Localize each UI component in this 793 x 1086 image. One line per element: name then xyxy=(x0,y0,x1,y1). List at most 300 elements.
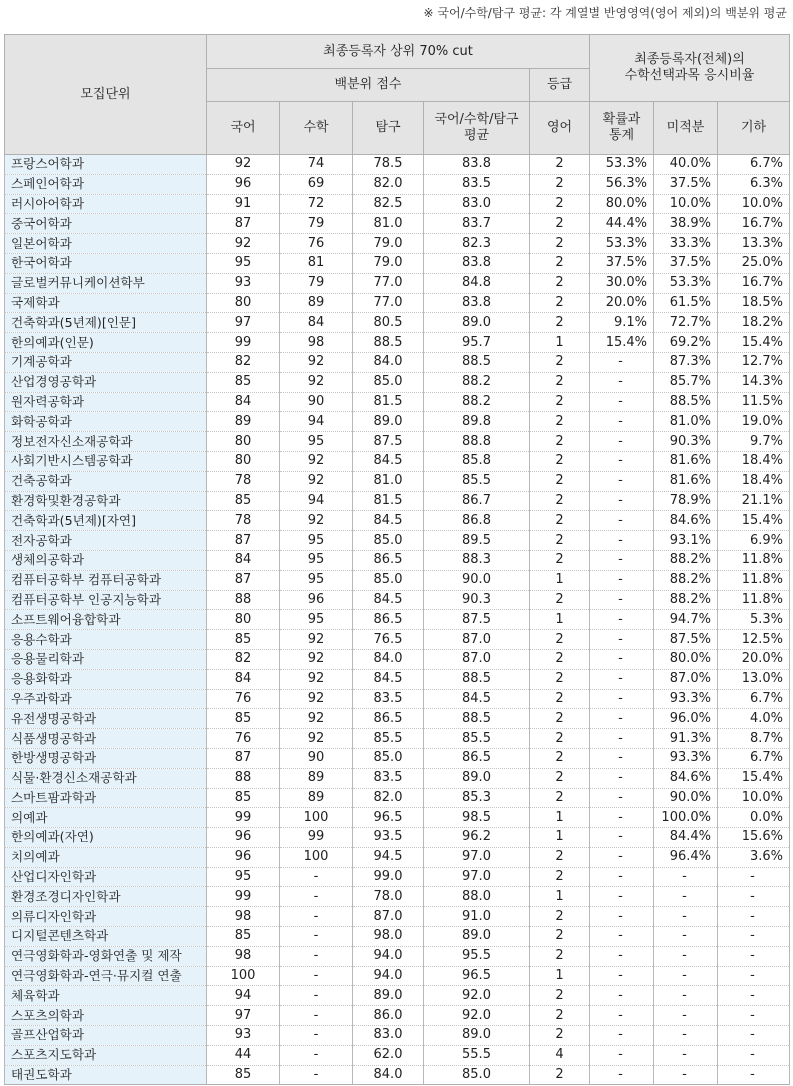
cell-unit-name: 산업경영공학과 xyxy=(5,372,207,392)
cell-calculus: 81.6% xyxy=(654,451,718,471)
cell-probability: - xyxy=(590,729,654,749)
cell-inquiry: 78.5 xyxy=(353,155,424,175)
cell-english: 2 xyxy=(530,392,590,412)
cell-math: 92 xyxy=(280,451,353,471)
cell-probability: 80.0% xyxy=(590,194,654,214)
cell-probability: - xyxy=(590,1065,654,1085)
cell-korean: 85 xyxy=(207,630,280,650)
cell-average: 83.8 xyxy=(424,293,530,313)
cell-geometry: 21.1% xyxy=(718,491,790,511)
cell-korean: 88 xyxy=(207,590,280,610)
cell-geometry: - xyxy=(718,1045,790,1065)
cell-average: 85.5 xyxy=(424,471,530,491)
cell-unit-name: 태권도학과 xyxy=(5,1065,207,1085)
cell-geometry: 15.4% xyxy=(718,333,790,353)
cell-inquiry: 82.0 xyxy=(353,174,424,194)
table-row xyxy=(5,471,790,491)
cell-average: 84.8 xyxy=(424,273,530,293)
cell-unit-name: 컴퓨터공학부 인공지능학과 xyxy=(5,590,207,610)
cell-unit-name: 연극영화학과-영화연출 및 제작 xyxy=(5,946,207,966)
cell-average: 83.5 xyxy=(424,174,530,194)
cell-probability: - xyxy=(590,352,654,372)
cell-probability: - xyxy=(590,649,654,669)
cell-unit-name: 기계공학과 xyxy=(5,352,207,372)
cell-inquiry: 83.5 xyxy=(353,689,424,709)
cell-english: 2 xyxy=(530,689,590,709)
cell-average: 85.3 xyxy=(424,788,530,808)
cell-inquiry: 81.5 xyxy=(353,491,424,511)
cell-calculus: 40.0% xyxy=(654,155,718,175)
cell-probability: - xyxy=(590,471,654,491)
cell-calculus: 87.3% xyxy=(654,352,718,372)
cell-average: 97.0 xyxy=(424,847,530,867)
cell-unit-name: 글로벌커뮤니케이션학부 xyxy=(5,273,207,293)
cell-average: 98.5 xyxy=(424,808,530,828)
cell-korean: 99 xyxy=(207,887,280,907)
cell-inquiry: 84.5 xyxy=(353,590,424,610)
cell-average: 83.8 xyxy=(424,253,530,273)
cell-geometry: 16.7% xyxy=(718,273,790,293)
cell-math: 79 xyxy=(280,273,353,293)
cell-calculus: - xyxy=(654,867,718,887)
cell-unit-name: 러시아어학과 xyxy=(5,194,207,214)
cell-probability: - xyxy=(590,1045,654,1065)
cell-geometry: 10.0% xyxy=(718,194,790,214)
header-average-line1: 국어/수학/탐구 xyxy=(434,112,519,127)
cell-probability: - xyxy=(590,808,654,828)
cell-average: 89.8 xyxy=(424,412,530,432)
cell-english: 2 xyxy=(530,273,590,293)
cell-math: 81 xyxy=(280,253,353,273)
cell-math: - xyxy=(280,927,353,947)
cell-english: 2 xyxy=(530,412,590,432)
cell-calculus: - xyxy=(654,1045,718,1065)
cell-calculus: - xyxy=(654,1006,718,1026)
table-row xyxy=(5,155,790,175)
cell-korean: 98 xyxy=(207,907,280,927)
cell-english: 2 xyxy=(530,907,590,927)
cell-probability: - xyxy=(590,689,654,709)
cell-math: 95 xyxy=(280,570,353,590)
cell-probability: - xyxy=(590,432,654,452)
cell-probability: - xyxy=(590,887,654,907)
cell-unit-name: 유전생명공학과 xyxy=(5,709,207,729)
cell-average: 89.0 xyxy=(424,313,530,333)
cell-inquiry: 99.0 xyxy=(353,867,424,887)
cell-average: 89.0 xyxy=(424,927,530,947)
header-korean: 국어 xyxy=(207,102,280,155)
table-row xyxy=(5,392,790,412)
cell-inquiry: 94.5 xyxy=(353,847,424,867)
cell-korean: 80 xyxy=(207,432,280,452)
cell-probability: - xyxy=(590,828,654,848)
header-cut-group: 최종등록자 상위 70% cut xyxy=(207,35,590,69)
table-row xyxy=(5,748,790,768)
cell-calculus: 69.2% xyxy=(654,333,718,353)
cell-unit-name: 응용화학과 xyxy=(5,669,207,689)
cell-unit-name: 한방생명공학과 xyxy=(5,748,207,768)
cell-average: 90.3 xyxy=(424,590,530,610)
cell-geometry: - xyxy=(718,887,790,907)
cell-inquiry: 96.5 xyxy=(353,808,424,828)
cell-calculus: - xyxy=(654,986,718,1006)
cell-english: 2 xyxy=(530,471,590,491)
cell-korean: 44 xyxy=(207,1045,280,1065)
cell-unit-name: 산업디자인학과 xyxy=(5,867,207,887)
table-row xyxy=(5,907,790,927)
cell-korean: 95 xyxy=(207,253,280,273)
cell-korean: 84 xyxy=(207,550,280,570)
cell-average: 87.0 xyxy=(424,630,530,650)
table-row xyxy=(5,214,790,234)
cell-geometry: - xyxy=(718,946,790,966)
cell-calculus: 78.9% xyxy=(654,491,718,511)
cell-inquiry: 85.0 xyxy=(353,372,424,392)
header-probability xyxy=(590,102,654,155)
table-row xyxy=(5,194,790,214)
cell-inquiry: 93.5 xyxy=(353,828,424,848)
cell-probability: - xyxy=(590,570,654,590)
cell-geometry: 3.6% xyxy=(718,847,790,867)
cell-calculus: 94.7% xyxy=(654,610,718,630)
cell-korean: 85 xyxy=(207,491,280,511)
cell-unit-name: 스마트팜과학과 xyxy=(5,788,207,808)
header-probability-line1: 확률과 xyxy=(602,112,641,127)
cell-probability: - xyxy=(590,867,654,887)
cell-geometry: 5.3% xyxy=(718,610,790,630)
cell-unit-name: 일본어학과 xyxy=(5,234,207,254)
cell-probability: - xyxy=(590,412,654,432)
cell-math: 89 xyxy=(280,788,353,808)
table-row xyxy=(5,828,790,848)
table-row xyxy=(5,333,790,353)
cell-probability: 9.1% xyxy=(590,313,654,333)
cell-average: 89.0 xyxy=(424,768,530,788)
cell-geometry: 16.7% xyxy=(718,214,790,234)
cell-average: 90.0 xyxy=(424,570,530,590)
cell-inquiry: 86.5 xyxy=(353,550,424,570)
cell-unit-name: 한의예과(인문) xyxy=(5,333,207,353)
cell-probability: - xyxy=(590,511,654,531)
cell-inquiry: 81.0 xyxy=(353,214,424,234)
table-row xyxy=(5,570,790,590)
cell-geometry: 6.7% xyxy=(718,689,790,709)
cell-inquiry: 84.5 xyxy=(353,669,424,689)
cell-average: 88.3 xyxy=(424,550,530,570)
cell-english: 2 xyxy=(530,1006,590,1026)
cell-calculus: 84.4% xyxy=(654,828,718,848)
cell-unit-name: 식물·환경신소재공학과 xyxy=(5,768,207,788)
cell-geometry: 8.7% xyxy=(718,729,790,749)
cell-average: 89.5 xyxy=(424,531,530,551)
cell-probability: - xyxy=(590,590,654,610)
cell-inquiry: 85.0 xyxy=(353,531,424,551)
cell-math: - xyxy=(280,966,353,986)
cell-calculus: 84.6% xyxy=(654,768,718,788)
cell-probability: - xyxy=(590,669,654,689)
cell-average: 88.5 xyxy=(424,669,530,689)
cell-calculus: 84.6% xyxy=(654,511,718,531)
cell-probability: - xyxy=(590,610,654,630)
cell-probability: - xyxy=(590,451,654,471)
table-row xyxy=(5,412,790,432)
cell-math: - xyxy=(280,1065,353,1085)
cell-korean: 97 xyxy=(207,1006,280,1026)
cell-math: - xyxy=(280,986,353,1006)
cell-korean: 99 xyxy=(207,333,280,353)
cell-unit-name: 중국어학과 xyxy=(5,214,207,234)
cell-inquiry: 78.0 xyxy=(353,887,424,907)
cell-average: 88.2 xyxy=(424,392,530,412)
cell-average: 87.5 xyxy=(424,610,530,630)
cell-calculus: - xyxy=(654,946,718,966)
cell-english: 2 xyxy=(530,867,590,887)
cell-calculus: 33.3% xyxy=(654,234,718,254)
table-row xyxy=(5,808,790,828)
cell-math: 92 xyxy=(280,511,353,531)
cell-unit-name: 스포츠의학과 xyxy=(5,1006,207,1026)
table-row xyxy=(5,768,790,788)
cell-calculus: 93.3% xyxy=(654,689,718,709)
cell-unit-name: 의류디자인학과 xyxy=(5,907,207,927)
cell-average: 88.5 xyxy=(424,709,530,729)
cell-korean: 100 xyxy=(207,966,280,986)
cell-geometry: 6.7% xyxy=(718,748,790,768)
cell-probability: - xyxy=(590,392,654,412)
cell-calculus: 87.5% xyxy=(654,630,718,650)
cell-average: 83.8 xyxy=(424,155,530,175)
cell-calculus: 85.7% xyxy=(654,372,718,392)
cell-math: 92 xyxy=(280,669,353,689)
table-row xyxy=(5,709,790,729)
cell-english: 1 xyxy=(530,570,590,590)
cell-english: 2 xyxy=(530,669,590,689)
cell-korean: 93 xyxy=(207,273,280,293)
cell-english: 1 xyxy=(530,333,590,353)
cell-english: 2 xyxy=(530,946,590,966)
cell-geometry: 15.6% xyxy=(718,828,790,848)
cell-average: 95.7 xyxy=(424,333,530,353)
cell-korean: 82 xyxy=(207,649,280,669)
cell-inquiry: 85.0 xyxy=(353,570,424,590)
cell-average: 87.0 xyxy=(424,649,530,669)
cell-inquiry: 94.0 xyxy=(353,946,424,966)
table-row xyxy=(5,927,790,947)
cell-average: 91.0 xyxy=(424,907,530,927)
cell-calculus: 91.3% xyxy=(654,729,718,749)
cell-korean: 87 xyxy=(207,214,280,234)
cell-inquiry: 77.0 xyxy=(353,273,424,293)
cell-geometry: 6.3% xyxy=(718,174,790,194)
cell-average: 84.5 xyxy=(424,689,530,709)
cell-korean: 94 xyxy=(207,986,280,1006)
cell-unit-name: 건축공학과 xyxy=(5,471,207,491)
cell-english: 1 xyxy=(530,887,590,907)
cell-math: 92 xyxy=(280,709,353,729)
cell-geometry: 18.5% xyxy=(718,293,790,313)
table-row xyxy=(5,1006,790,1026)
cell-average: 89.0 xyxy=(424,1026,530,1046)
header-ratio-line2: 수학선택과목 응시비율 xyxy=(624,68,755,83)
cell-average: 85.8 xyxy=(424,451,530,471)
cell-geometry: 18.4% xyxy=(718,451,790,471)
cell-calculus: 61.5% xyxy=(654,293,718,313)
cell-average: 96.2 xyxy=(424,828,530,848)
cell-calculus: 72.7% xyxy=(654,313,718,333)
cell-average: 92.0 xyxy=(424,986,530,1006)
cell-english: 1 xyxy=(530,610,590,630)
cell-probability: - xyxy=(590,491,654,511)
cell-geometry: 13.3% xyxy=(718,234,790,254)
cell-average: 97.0 xyxy=(424,867,530,887)
header-calculus: 미적분 xyxy=(654,102,718,155)
cell-math: 92 xyxy=(280,649,353,669)
cell-math: 92 xyxy=(280,372,353,392)
table-row xyxy=(5,649,790,669)
cell-geometry: - xyxy=(718,907,790,927)
cell-english: 4 xyxy=(530,1045,590,1065)
cell-unit-name: 식품생명공학과 xyxy=(5,729,207,749)
cell-korean: 92 xyxy=(207,234,280,254)
cell-geometry: 18.2% xyxy=(718,313,790,333)
cell-inquiry: 83.0 xyxy=(353,1026,424,1046)
cell-geometry: 19.0% xyxy=(718,412,790,432)
cell-calculus: 90.3% xyxy=(654,432,718,452)
cell-math: 92 xyxy=(280,630,353,650)
cell-unit-name: 건축학과(5년제)[인문] xyxy=(5,313,207,333)
cell-average: 86.8 xyxy=(424,511,530,531)
cell-math: 95 xyxy=(280,610,353,630)
cell-english: 2 xyxy=(530,174,590,194)
cell-inquiry: 86.0 xyxy=(353,1006,424,1026)
table-row xyxy=(5,669,790,689)
cell-english: 1 xyxy=(530,828,590,848)
cell-average: 88.0 xyxy=(424,887,530,907)
cell-english: 2 xyxy=(530,214,590,234)
cell-korean: 87 xyxy=(207,748,280,768)
cell-probability: 53.3% xyxy=(590,234,654,254)
cell-inquiry: 62.0 xyxy=(353,1045,424,1065)
cell-unit-name: 화학공학과 xyxy=(5,412,207,432)
cell-english: 2 xyxy=(530,531,590,551)
cell-inquiry: 79.0 xyxy=(353,234,424,254)
cell-geometry: 13.0% xyxy=(718,669,790,689)
cell-calculus: - xyxy=(654,927,718,947)
cell-average: 83.7 xyxy=(424,214,530,234)
table-row xyxy=(5,1065,790,1085)
cell-unit-name: 디지털콘텐츠학과 xyxy=(5,927,207,947)
cell-math: 96 xyxy=(280,590,353,610)
cell-korean: 85 xyxy=(207,709,280,729)
cell-korean: 93 xyxy=(207,1026,280,1046)
cell-inquiry: 87.0 xyxy=(353,907,424,927)
cell-unit-name: 프랑스어학과 xyxy=(5,155,207,175)
cell-calculus: 37.5% xyxy=(654,253,718,273)
cell-probability: - xyxy=(590,986,654,1006)
cell-math: 95 xyxy=(280,531,353,551)
cell-inquiry: 76.5 xyxy=(353,630,424,650)
cell-unit-name: 연극영화학과-연극·뮤지컬 연출 xyxy=(5,966,207,986)
cell-inquiry: 79.0 xyxy=(353,253,424,273)
cell-english: 2 xyxy=(530,709,590,729)
cell-calculus: 37.5% xyxy=(654,174,718,194)
header-average xyxy=(424,102,530,155)
cell-probability: 15.4% xyxy=(590,333,654,353)
cell-english: 2 xyxy=(530,234,590,254)
cell-english: 1 xyxy=(530,808,590,828)
cell-math: 89 xyxy=(280,768,353,788)
cell-english: 2 xyxy=(530,1026,590,1046)
table-row xyxy=(5,887,790,907)
table-row xyxy=(5,293,790,313)
cell-math: 94 xyxy=(280,491,353,511)
cell-calculus: 90.0% xyxy=(654,788,718,808)
cell-unit-name: 응용수학과 xyxy=(5,630,207,650)
cell-inquiry: 89.0 xyxy=(353,412,424,432)
cell-english: 2 xyxy=(530,491,590,511)
cell-average: 82.3 xyxy=(424,234,530,254)
cell-unit-name: 환경학및환경공학과 xyxy=(5,491,207,511)
table-row xyxy=(5,491,790,511)
table-row xyxy=(5,313,790,333)
cell-korean: 97 xyxy=(207,313,280,333)
cell-unit-name: 치의예과 xyxy=(5,847,207,867)
cell-unit-name: 의예과 xyxy=(5,808,207,828)
cell-korean: 96 xyxy=(207,828,280,848)
cell-korean: 92 xyxy=(207,155,280,175)
cell-unit-name: 골프산업학과 xyxy=(5,1026,207,1046)
cell-math: 74 xyxy=(280,155,353,175)
header-geometry: 기하 xyxy=(718,102,790,155)
cell-geometry: 6.9% xyxy=(718,531,790,551)
cell-geometry: 25.0% xyxy=(718,253,790,273)
cell-geometry: 10.0% xyxy=(718,788,790,808)
cell-unit-name: 스포츠지도학과 xyxy=(5,1045,207,1065)
cell-math: 100 xyxy=(280,808,353,828)
cell-geometry: 11.8% xyxy=(718,570,790,590)
cell-math: 76 xyxy=(280,234,353,254)
cell-geometry: 0.0% xyxy=(718,808,790,828)
cell-korean: 80 xyxy=(207,610,280,630)
cell-english: 2 xyxy=(530,550,590,570)
cell-english: 2 xyxy=(530,927,590,947)
cell-probability: - xyxy=(590,709,654,729)
cell-inquiry: 88.5 xyxy=(353,333,424,353)
cell-probability: - xyxy=(590,630,654,650)
cell-inquiry: 89.0 xyxy=(353,986,424,1006)
cell-probability: - xyxy=(590,1006,654,1026)
cell-korean: 80 xyxy=(207,451,280,471)
table-row xyxy=(5,788,790,808)
cell-math: 92 xyxy=(280,689,353,709)
cell-math: - xyxy=(280,867,353,887)
footnote: ※ 국어/수학/탐구 평균: 각 계열별 반영영역(영어 제외)의 백분위 평균 xyxy=(423,6,787,20)
cell-inquiry: 77.0 xyxy=(353,293,424,313)
cell-average: 95.5 xyxy=(424,946,530,966)
cell-korean: 78 xyxy=(207,471,280,491)
cell-calculus: 87.0% xyxy=(654,669,718,689)
cell-geometry: 20.0% xyxy=(718,649,790,669)
cell-probability: - xyxy=(590,768,654,788)
cell-english: 2 xyxy=(530,511,590,531)
cell-probability: - xyxy=(590,966,654,986)
cell-unit-name: 스페인어학과 xyxy=(5,174,207,194)
cell-calculus: 88.2% xyxy=(654,590,718,610)
cell-math: 100 xyxy=(280,847,353,867)
cell-geometry: 11.5% xyxy=(718,392,790,412)
cell-probability: 30.0% xyxy=(590,273,654,293)
cell-korean: 76 xyxy=(207,689,280,709)
